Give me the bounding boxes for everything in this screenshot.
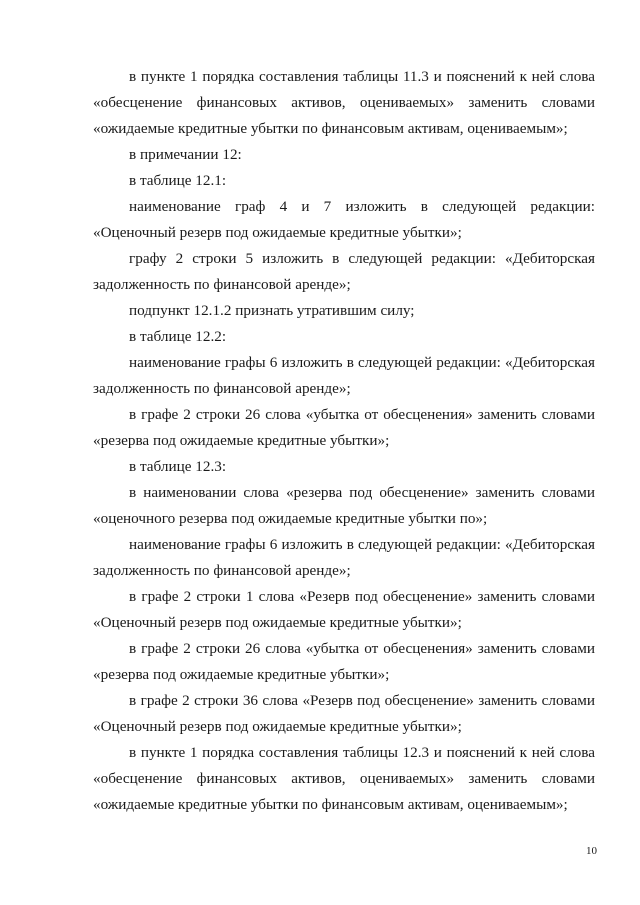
paragraph: в графе 2 строки 1 слова «Резерв под обесценение» заменить словами «Оценочный резерв под ожидаемые кредитные убытки»; — [93, 588, 595, 631]
paragraph: в примечании 12: — [129, 146, 242, 163]
paragraph: в графе 2 строки 26 слова «убытка от обесценения» заменить словами «резерва под ожидаемые кредитные убытки»; — [93, 640, 595, 683]
paragraph: наименование графы 6 изложить в следующей редакции: «Дебиторская задолженность по финансовой аренде»; — [93, 536, 595, 579]
paragraph: в таблице 12.1: — [129, 172, 227, 189]
paragraph: в графе 2 строки 26 слова «убытка от обесценения» заменить словами «резерва под ожидаемые кредитные убытки»; — [93, 406, 595, 449]
paragraph: в таблице 12.2: — [129, 328, 227, 345]
paragraph: в таблице 12.3: — [129, 458, 227, 475]
page-number: 10 — [586, 845, 597, 857]
paragraph: в наименовании слова «резерва под обесценение» заменить словами «оценочного резерва под ожидаемые кредитные убытки по»; — [93, 484, 595, 527]
document-body — [93, 64, 595, 818]
paragraph: в графе 2 строки 36 слова «Резерв под обесценение» заменить словами «Оценочный резерв под ожидаемые кредитные убытки»; — [93, 692, 595, 735]
paragraph: графу 2 строки 5 изложить в следующей редакции: «Дебиторская задолженность по финансовой аренде»; — [93, 250, 595, 293]
paragraph: в пункте 1 порядка составления таблицы 12.3 и пояснений к ней слова «обесценение финансовых активов, оцениваемых» заменить словами «ожидаемые кредитные убытки по финансовым активам, оцениваемым»; — [93, 744, 595, 813]
paragraph: наименование граф 4 и 7 изложить в следующей редакции: «Оценочный резерв под ожидаемые кредитные убытки»; — [93, 198, 595, 241]
paragraph: наименование графы 6 изложить в следующей редакции: «Дебиторская задолженность по финансовой аренде»; — [93, 354, 595, 397]
paragraph: в пункте 1 порядка составления таблицы 11.3 и пояснений к ней слова «обесценение финансовых активов, оцениваемых» заменить словами «ожидаемые кредитные убытки по финансовым активам, оцениваемым»; — [93, 68, 595, 137]
paragraph: подпункт 12.1.2 признать утратившим силу; — [129, 302, 415, 319]
